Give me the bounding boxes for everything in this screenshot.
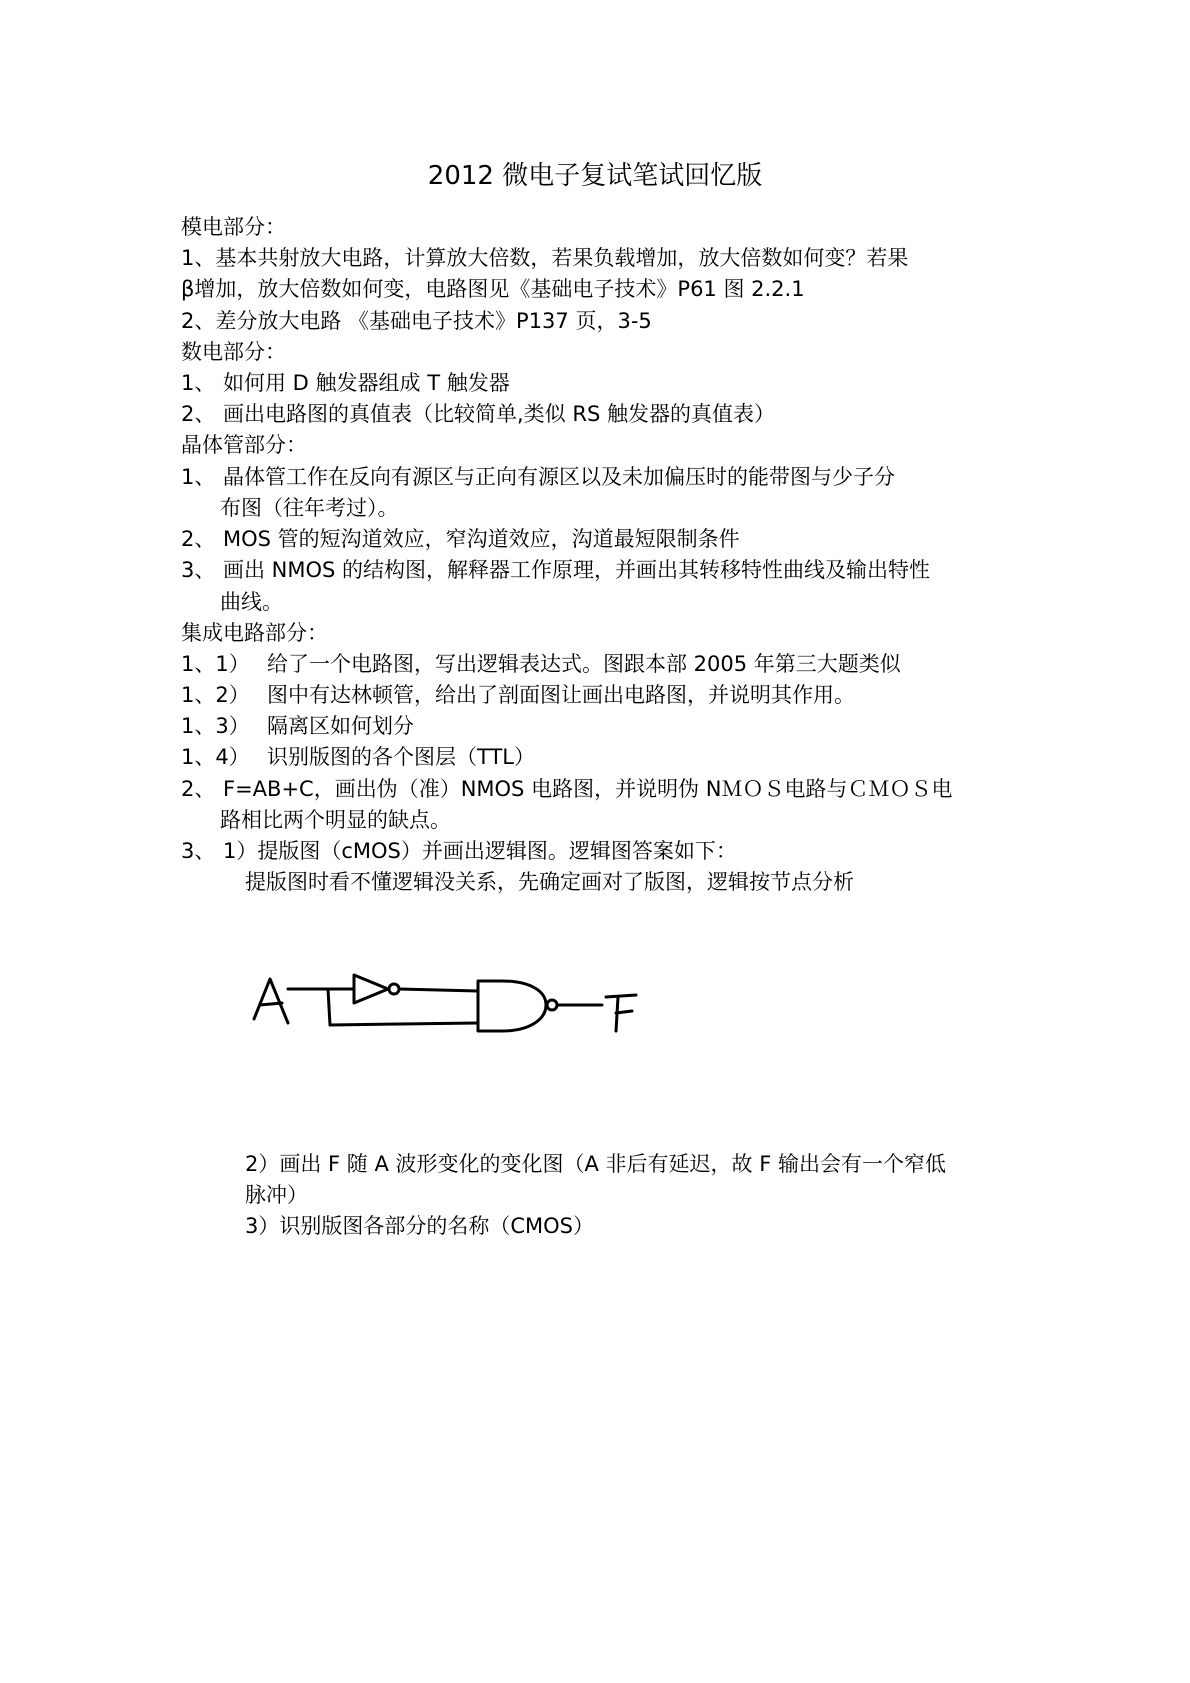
question-number: 2、	[181, 527, 216, 551]
question-text: 1）提版图（cMOS）并画出逻辑图。逻辑图答案如下：	[223, 839, 737, 863]
question-text: 晶体管工作在反向有源区与正向有源区以及未加偏压时的能带图与少子分	[223, 465, 895, 489]
document-title: 2012 微电子复试笔试回忆版	[427, 161, 763, 191]
logic-diagram-sketch	[250, 965, 660, 1045]
ic-question-2-continuation: 路相比两个明显的缺点。	[220, 808, 451, 832]
nand-gate-symbol	[478, 981, 546, 1031]
inverted-wire	[399, 989, 478, 991]
ic-question-1-3	[181, 711, 414, 741]
output-label-f-glyph	[606, 995, 636, 1031]
ic-question-3-part-2-continuation: 脉冲）	[245, 1183, 308, 1207]
digital-question-2	[181, 399, 775, 429]
question-number: 1、1）	[181, 652, 250, 676]
transistor-question-3	[181, 555, 930, 585]
transistor-question-2	[181, 524, 740, 554]
question-text: 图中有达林顿管，给出了剖面图让画出电路图，并说明其作用。	[267, 683, 855, 707]
question-number: 1、3）	[181, 714, 250, 738]
transistor-question-3-continuation: 曲线。	[220, 590, 283, 614]
ic-question-1-4	[181, 742, 535, 772]
question-number: 1、	[181, 371, 216, 395]
section-heading-ic: 集成电路部分：	[181, 621, 328, 645]
digital-question-1	[181, 368, 510, 398]
transistor-question-1	[181, 462, 895, 492]
question-number: 2、	[181, 777, 216, 801]
input-label-a-glyph	[254, 979, 288, 1023]
transistor-question-1-continuation: 布图（往年考过）。	[220, 496, 399, 520]
question-text: 隔离区如何划分	[267, 714, 414, 738]
ic-question-1-1	[181, 649, 901, 679]
section-heading-transistor: 晶体管部分：	[181, 433, 307, 457]
question-number: 1、2）	[181, 683, 250, 707]
question-text: 画出 NMOS 的结构图，解释器工作原理，并画出其转移特性曲线及输出特性	[223, 558, 931, 582]
ic-question-2	[181, 774, 952, 804]
section-heading-digital: 数电部分：	[181, 340, 286, 364]
section-heading-analog: 模电部分：	[181, 215, 286, 239]
inverter-symbol	[354, 975, 388, 1003]
question-number: 1、	[181, 465, 216, 489]
question-number: 3、	[181, 558, 216, 582]
question-number: 1、4）	[181, 745, 250, 769]
ic-question-3-note: 提版图时看不懂逻辑没关系，先确定画对了版图，逻辑按节点分析	[245, 870, 854, 894]
question-text: 如何用 D 触发器组成 T 触发器	[223, 371, 510, 395]
branch-wire	[328, 989, 478, 1025]
question-text: 给了一个电路图，写出逻辑表达式。图跟本部 2005 年第三大题类似	[267, 652, 901, 676]
analog-question-1-line-2: β增加，放大倍数如何变，电路图见《基础电子技术》P61 图 2.2.1	[181, 277, 805, 301]
question-number: 2、	[181, 402, 216, 426]
ic-question-3-part-2: 2）画出 F 随 A 波形变化的变化图（A 非后有延迟，故 F 输出会有一个窄低	[245, 1152, 946, 1176]
ic-question-3-part-3: 3）识别版图各部分的名称（CMOS）	[245, 1214, 595, 1238]
question-text: MOS 管的短沟道效应，窄沟道效应，沟道最短限制条件	[223, 527, 740, 551]
analog-question-1-line-1: 1、基本共射放大电路，计算放大倍数，若果负载增加，放大倍数如何变？若果	[181, 246, 909, 270]
analog-question-2: 2、差分放大电路 《基础电子技术》P137 页，3-5	[181, 309, 652, 333]
question-text: 画出电路图的真值表（比较简单,类似 RS 触发器的真值表）	[223, 402, 775, 426]
question-text: 识别版图的各个图层（TTL）	[267, 745, 535, 769]
ic-question-3	[181, 836, 737, 866]
question-text: F=AB+C，画出伪（准）NMOS 电路图，并说明伪 NＭＯＳ电路与ＣＭＯＳ电	[223, 777, 953, 801]
question-number: 3、	[181, 839, 216, 863]
ic-question-1-2	[181, 680, 855, 710]
